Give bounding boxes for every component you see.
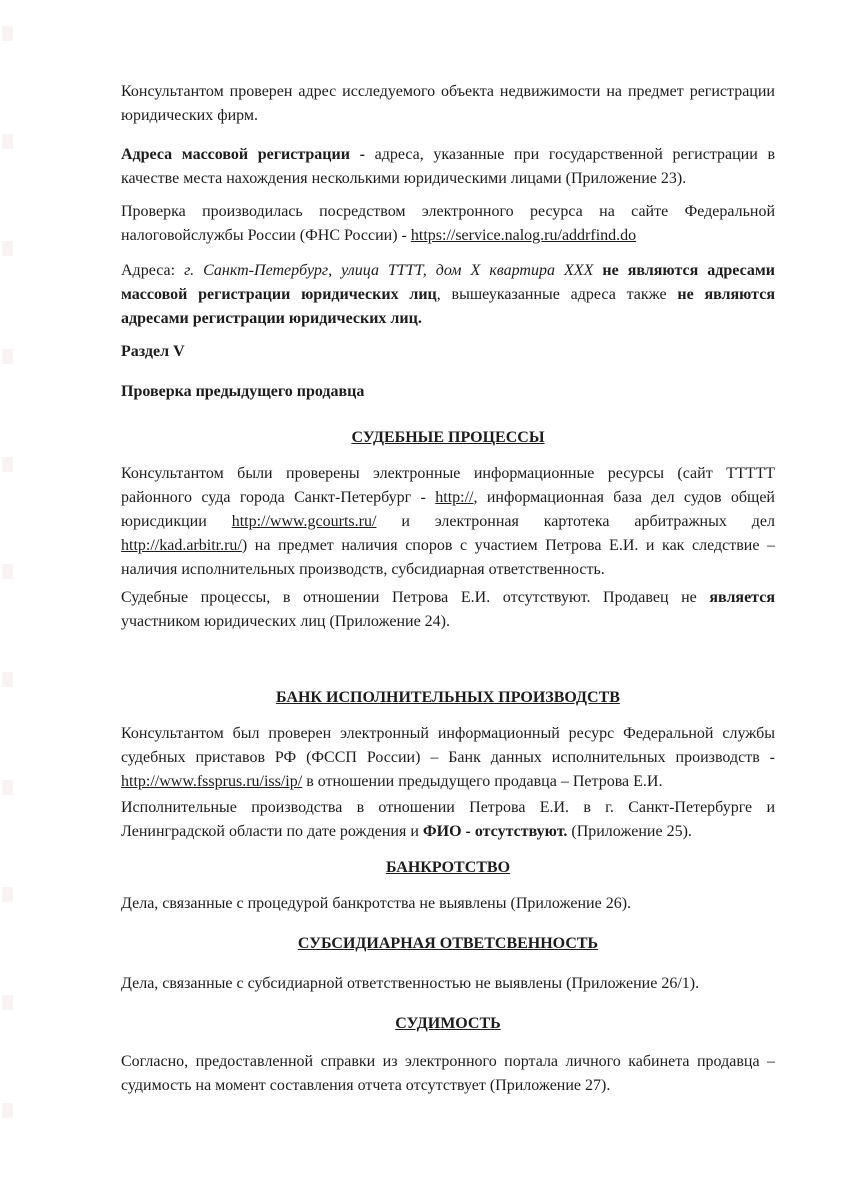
document-page <box>121 80 775 1098</box>
heading-bankruptcy <box>121 856 775 880</box>
text-run: и электронная картотека арбитражных дел <box>376 513 776 530</box>
text-run-bold: Адреса массовой регистрации - <box>121 146 365 163</box>
text-run: , вышеуказанные адреса также <box>436 286 678 303</box>
text-run-bold: не являются адресами массовой регистрации юридических лиц <box>121 262 775 303</box>
text-run: адреса, указанные при государственной регистрации в качестве места нахождения несколькими юридическими лицами (Приложение 23). <box>121 146 776 187</box>
text-run: Согласно, предоставленной справки из электронного портала личного кабинета продавца – судимость на момент составления отчета отсутствует (Приложение 27). <box>121 1053 775 1094</box>
scan-artifact <box>2 672 13 687</box>
heading-criminal-record <box>121 1012 775 1036</box>
text-run-italic-address: г. Санкт-Петербург, улица ТТТТ, дом Х квартира ХХХ <box>184 262 594 279</box>
paragraph-subsidiary-result <box>121 972 775 996</box>
text-run: Судебные процессы, в отношении Петрова Е.И. отсутствуют. Продавец не <box>121 589 710 606</box>
link-gcourts[interactable]: http://www.gcourts.ru/ <box>231 513 377 530</box>
scan-artifact <box>2 780 13 795</box>
heading-enforcement-bank <box>121 686 775 710</box>
scan-artifact <box>2 995 13 1010</box>
text-run: Консультантом проверен адрес исследуемого объекта недвижимости на предмет регистрации юридических фирм. <box>121 83 775 124</box>
scan-artifact <box>2 1103 13 1118</box>
scan-artifact <box>2 887 13 902</box>
text-run: Адреса: <box>121 262 185 279</box>
paragraph-enforcement-result <box>121 796 775 844</box>
heading-text: СУБСИДИАРНАЯ ОТВЕТСВЕННОСТЬ <box>297 935 599 952</box>
scan-artifact <box>2 26 13 41</box>
link-fssprus[interactable]: http://www.fssprus.ru/iss/ip/ <box>121 773 303 790</box>
text-run: Исполнительные производства в отношении Петрова Е.И. в г. Санкт-Петербурге и Ленинградской области по дате рождения и <box>121 799 775 840</box>
paragraph-court-result <box>121 586 775 634</box>
text-run-bold: не являются адресами регистрации юридических лиц. <box>121 286 775 327</box>
text-run: Дела, связанные с субсидиарной ответственностью не выявлены (Приложение 26/1). <box>121 975 700 992</box>
heading-text: СУДИМОСТЬ <box>395 1015 501 1032</box>
heading-text: БАНКРОТСТВО <box>385 859 511 876</box>
text-run: (Приложение 25). <box>567 823 692 840</box>
heading-court-processes <box>121 426 775 450</box>
text-run: участником юридических лиц (Приложение 24). <box>121 613 450 630</box>
heading-text: БАНК ИСПОЛНИТЕЛЬНЫХ ПРОИЗВОДСТВ <box>276 689 620 706</box>
scan-artifact <box>2 134 13 149</box>
section-label-razdel-v <box>121 340 775 364</box>
link-district-court[interactable]: http:// <box>435 489 474 506</box>
paragraph-mass-registration-definition <box>121 143 775 191</box>
scan-artifact <box>2 457 13 472</box>
paragraph-fssp-check <box>121 722 775 794</box>
scan-artifact <box>2 349 13 364</box>
paragraph-fns-check <box>121 200 775 248</box>
text-run-bold: ФИО - отсутствуют. <box>422 823 568 840</box>
section-label-seller-check <box>121 380 775 404</box>
text-run: Консультантом были проверены электронные информационные ресурсы (сайт ТТТТТ районного суда города Санкт-Петербург - <box>121 465 775 506</box>
text-run: Дела, связанные с процедурой банкротства не выявлены (Приложение 26). <box>121 895 632 912</box>
link-kad-arbitr[interactable]: http://kad.arbitr.ru/ <box>121 537 242 554</box>
text-run: , информационная база дел судов общей юрисдикции <box>121 489 775 530</box>
paragraph-bankruptcy-result <box>121 892 775 916</box>
paragraph-court-resources <box>121 462 775 582</box>
paragraph-addresses-result <box>121 259 775 331</box>
text-run: Консультантом был проверен электронный информационный ресурс Федеральной службы судебных приставов РФ (ФССП России) – Банк данных исполнительных производств - <box>121 725 775 766</box>
text-run-bold: Проверка предыдущего продавца <box>121 383 365 400</box>
text-run-bold: Раздел V <box>121 343 185 360</box>
text-run: ) на предмет наличия споров с участием Петрова Е.И. и как следствие – наличия исполнительных производств, субсидиарная ответственность. <box>121 537 775 578</box>
heading-subsidiary-liability <box>121 932 775 956</box>
text-run-bold: является <box>709 589 775 606</box>
scan-artifact <box>2 564 13 579</box>
scan-artifact <box>2 241 13 256</box>
heading-text: СУДЕБНЫЕ ПРОЦЕССЫ <box>351 429 545 446</box>
paragraph-address-check <box>121 80 775 128</box>
link-nalog-addrfind[interactable]: https://service.nalog.ru/addrfind.do <box>410 227 637 244</box>
paragraph-criminal-record-result <box>121 1050 775 1098</box>
text-run: в отношении предыдущего продавца – Петрова Е.И. <box>302 773 663 790</box>
text-run: Проверка производилась посредством электронного ресурса на сайте Федеральной налоговойслужбы России (ФНС России) - <box>121 203 775 244</box>
